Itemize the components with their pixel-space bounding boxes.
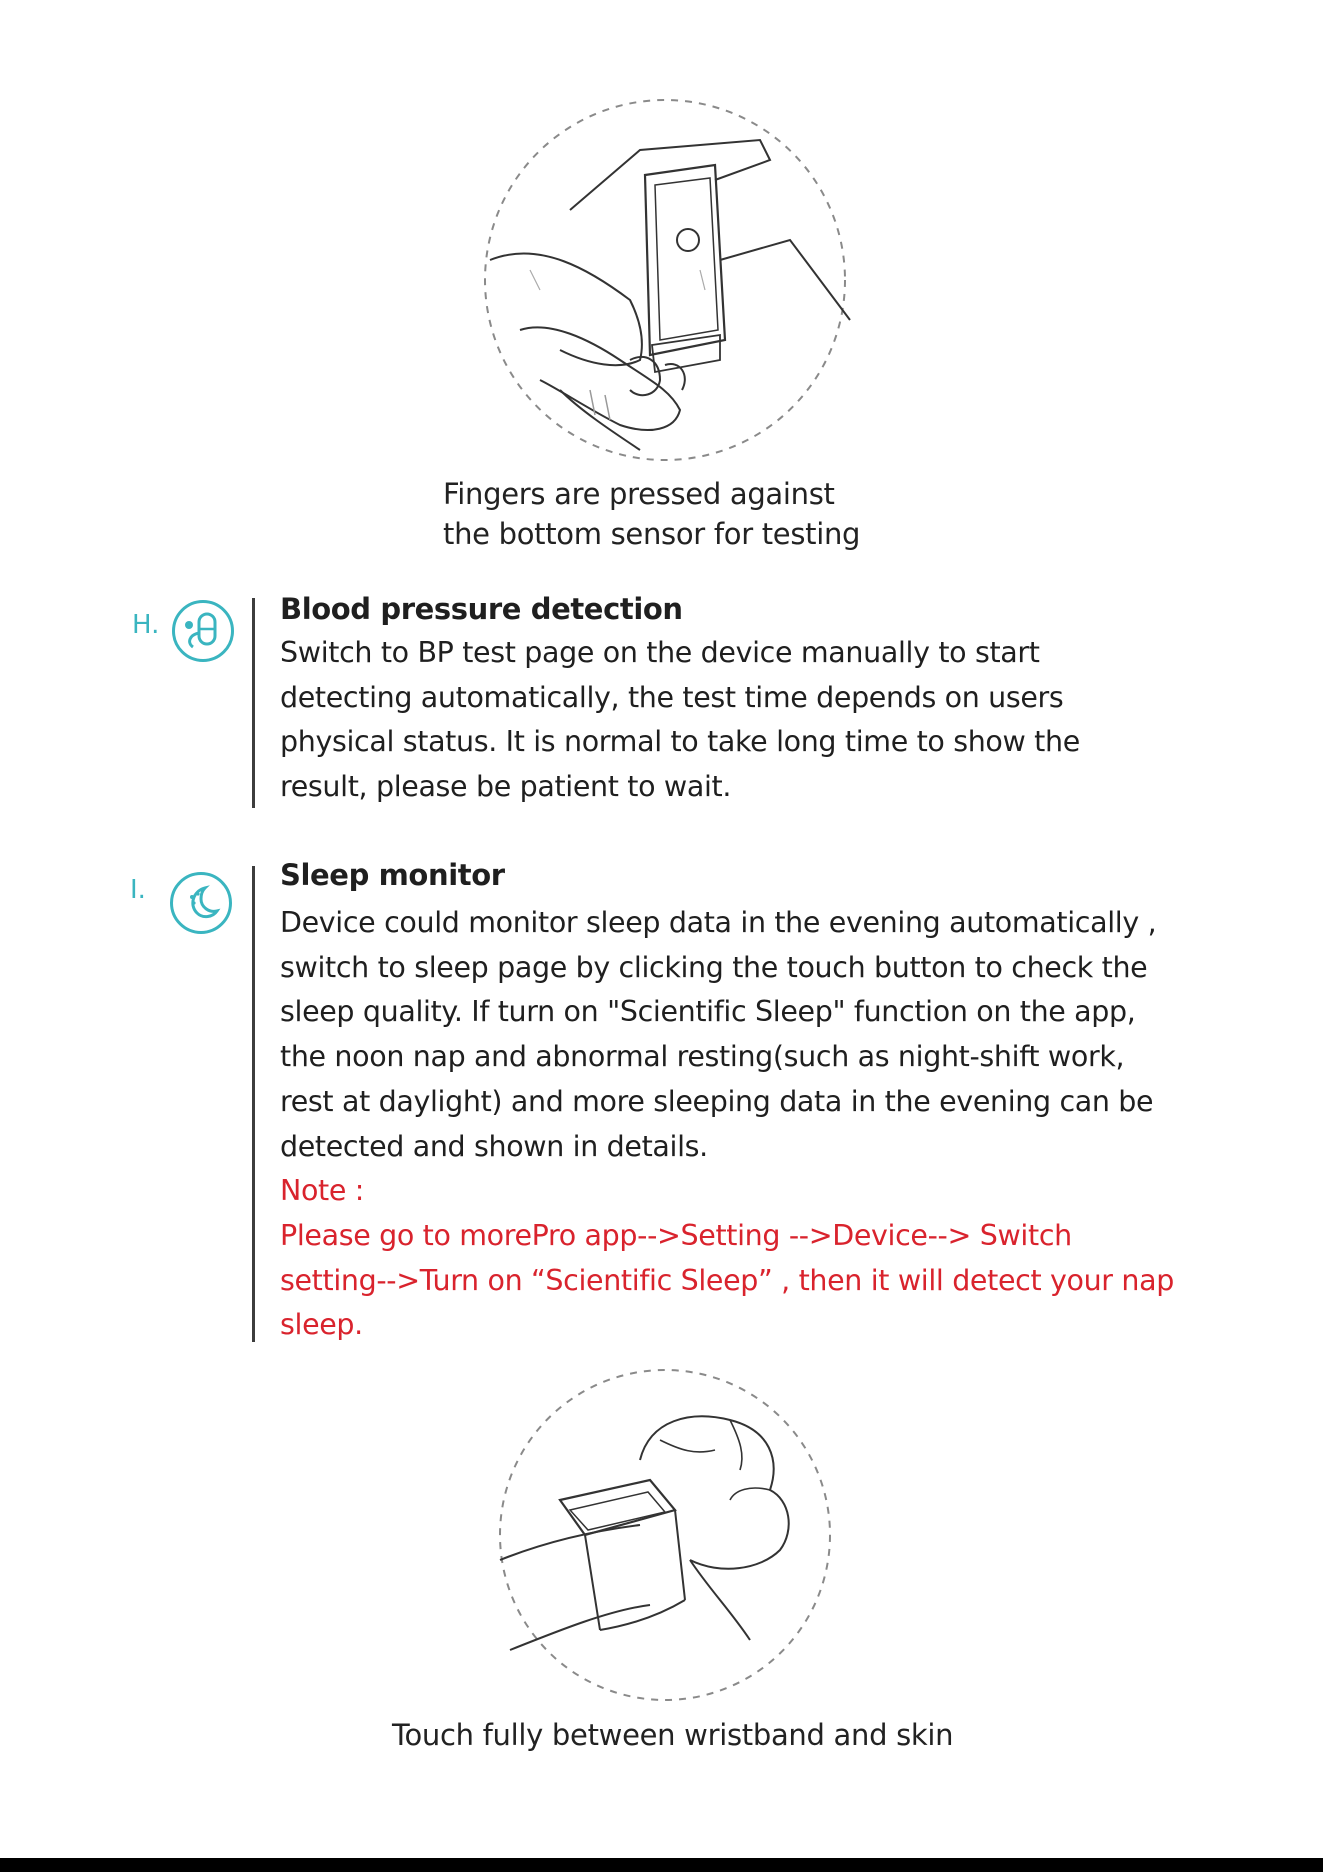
bottom-border: [0, 1858, 1323, 1872]
section-i-title: Sleep monitor: [280, 858, 505, 892]
section-h-line: detecting automatically, the test time depends on users: [280, 680, 1064, 714]
section-i-line: the noon nap and abnormal resting(such as night-shift work,: [280, 1040, 1125, 1074]
section-h-title: Blood pressure detection: [280, 592, 683, 626]
section-i-body: [280, 901, 1210, 1348]
section-h-letter: H.: [132, 610, 160, 640]
section-h-line: result, please be patient to wait.: [280, 770, 732, 804]
top-caption-line1: Fingers are pressed against: [443, 477, 835, 511]
section-h-line: physical status. It is normal to take long time to show the: [280, 725, 1080, 759]
top-caption: [443, 474, 860, 554]
section-i-line: rest at daylight) and more sleeping data in the evening can be: [280, 1084, 1154, 1118]
section-i-divider: [252, 866, 255, 1342]
section-i-line: detected and shown in details.: [280, 1129, 708, 1163]
blood-pressure-icon: [172, 600, 234, 662]
finger-sensor-illustration: [470, 90, 860, 470]
top-caption-line2: the bottom sensor for testing: [443, 517, 861, 551]
section-h-body: [280, 631, 1210, 810]
sleep-moon-icon: [170, 872, 232, 934]
note-line: setting-->Turn on “Scientific Sleep” , then it will detect your nap: [280, 1263, 1174, 1297]
bottom-caption: Touch fully between wristband and skin: [392, 1718, 954, 1752]
section-i-line: switch to sleep page by clicking the touch button to check the: [280, 950, 1148, 984]
note-label: Note :: [280, 1174, 365, 1208]
section-i-line: sleep quality. If turn on "Scientific Sleep" function on the app,: [280, 995, 1136, 1029]
section-i-letter: I.: [130, 875, 146, 905]
note-line: sleep.: [280, 1308, 363, 1342]
note-line: Please go to morePro app-->Setting -->Device--> Switch: [280, 1218, 1072, 1252]
wristband-wear-illustration: [490, 1360, 840, 1710]
section-h-divider: [252, 598, 255, 808]
section-i-line: Device could monitor sleep data in the evening automatically ,: [280, 906, 1157, 939]
section-h-line: Switch to BP test page on the device manually to start: [280, 636, 1040, 669]
